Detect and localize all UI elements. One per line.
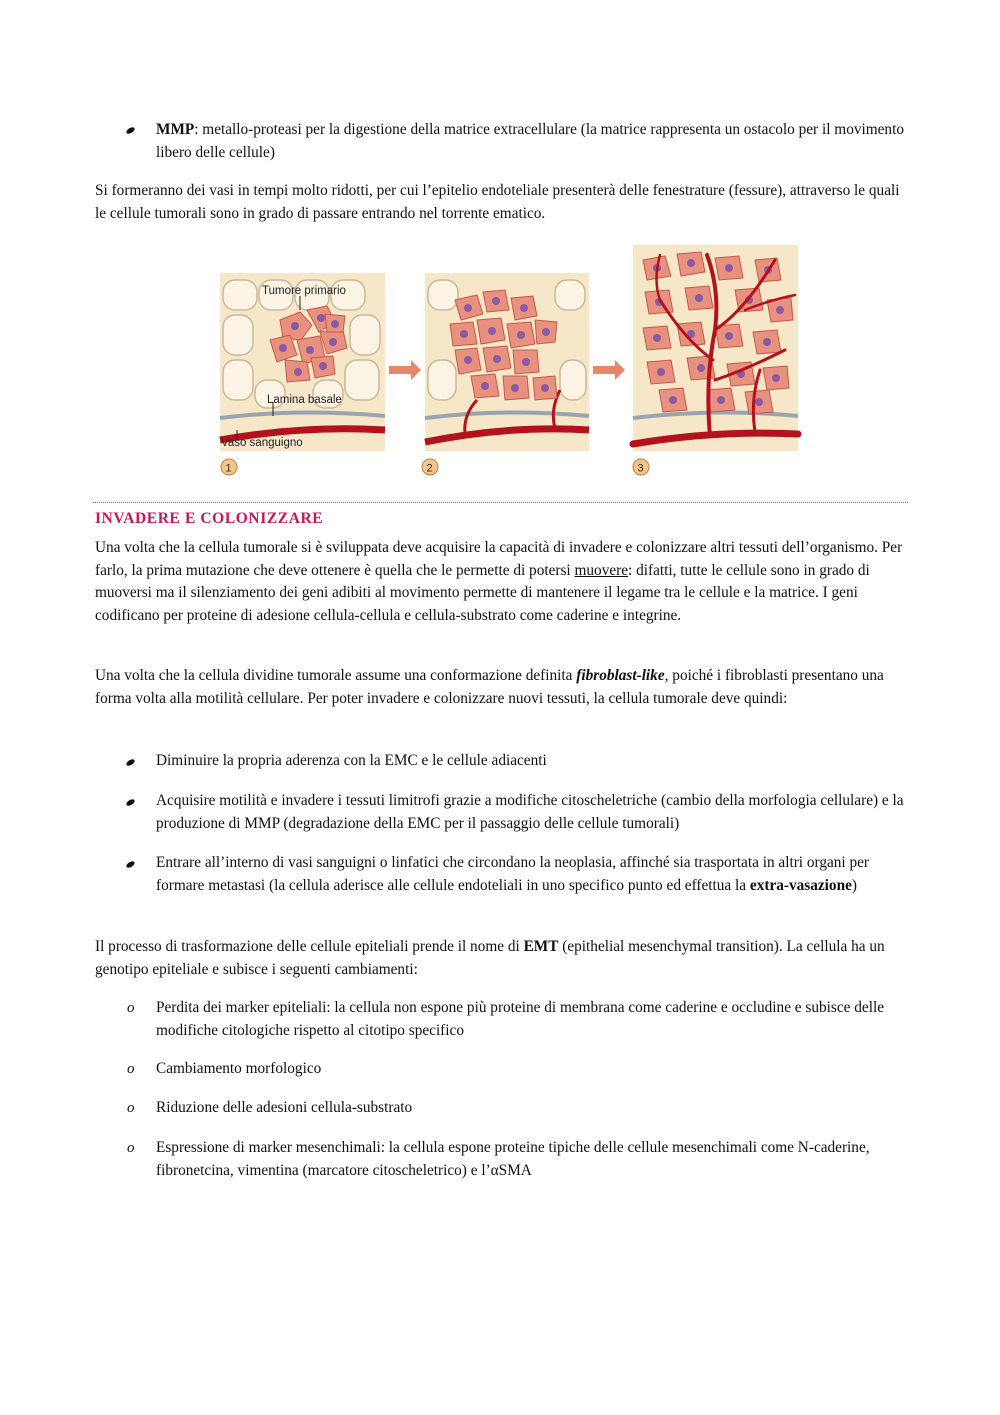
step-number-1: 1 (225, 462, 232, 475)
panel-3 (633, 245, 798, 451)
paragraph-emt (95, 936, 907, 981)
section-divider (93, 502, 908, 503)
paragraph-intro-text-end: : difatti, tutte le cellule sono in grado di muoversi ma il silenziamento dei geni adibiti al movimento permette di mantenere il legame tra le cellule e la matrice. I geni codificano per proteine di adesione cellula-cellula e cellula-substrato come caderine e integrine. (95, 561, 870, 624)
list-item-text-end: ) (851, 876, 857, 894)
list-item: Diminuire la propria aderenza con la EMC e le cellule adiacenti (156, 752, 547, 769)
label-vaso-sanguigno: Vaso sanguigno (221, 437, 303, 449)
figure-tumor-angiogenesis (215, 240, 815, 490)
angiogenesis-illustration (215, 240, 815, 482)
paragraph-fibroblast (95, 665, 907, 710)
paragraph-emt-text-end: (epithelial mesenchymal transition). La cellula ha un genotipo epiteliale e subisce i seguenti cambiamenti: (95, 938, 885, 978)
paragraph-vasi: Si formeranno dei vasi in tempi molto ridotti, per cui l’epitelio endoteliale presenterà delle fenestrature (fessure), attraverso le quali le cellule tumorali sono in grado di passare entrando nel torrente ematico. (95, 182, 900, 222)
term-mmp: MMP (156, 121, 195, 138)
sub-list-marker: o (127, 1061, 135, 1077)
label-lamina-basale: Lamina basale (267, 394, 342, 406)
term-extra-vasazione: extra-vasazione (749, 876, 852, 894)
step-number-3: 3 (637, 462, 644, 475)
paragraph-fibroblast-text-start: Una volta che la cellula dividine tumorale assume una conformazione definita (95, 667, 577, 684)
sub-list-item: Riduzione delle adesioni cellula-substrato (156, 1099, 413, 1116)
sub-list-marker: o (127, 1140, 135, 1156)
sub-list-marker: o (127, 1000, 135, 1016)
sub-list-item: Espressione di marker mesenchimali: la cellula espone proteine tipiche delle cellule mesenchimali come N-caderine, fibronetcina, vimentina (marcatore citoscheletrico) e l’αSMA (156, 1139, 870, 1179)
list-item: Acquisire motilità e invadere i tessuti limitrofi grazie a modifiche citoscheletriche (cambio della morfologia cellulare) e la produzione di MMP (degradazione della EMC per il passaggio delle cellule tumorali) (156, 792, 904, 832)
bullet-marker (125, 758, 135, 767)
bullet-marker (125, 126, 135, 135)
paragraph-emt-text-start: Il processo di trasformazione delle cellule epiteliali prende il nome di (95, 938, 524, 955)
sub-list-item: Cambiamento morfologico (156, 1060, 322, 1077)
underlined-word: muovere (574, 561, 629, 579)
step-number-2: 2 (426, 462, 433, 475)
paragraph-fibroblast-text-end: , poiché i fibroblasti presentano una forma volta alla motilità cellulare. Per poter invadere e colonizzare nuovi tessuti, la cellula tumorale deve quindi: (95, 667, 884, 707)
term-emt: EMT (523, 938, 559, 955)
sub-list-marker: o (127, 1100, 135, 1116)
list-item-text-start: Entrare all’interno di vasi sanguigni o linfatici che circondano la neoplasia, affinché sia trasportata in altri organi per formare metastasi (la cellula aderisce alle cellule endoteliali in uno specifico punto ed effettua la (156, 854, 870, 894)
section-heading: INVADERE E COLONIZZARE (95, 510, 324, 527)
paragraph-intro (95, 537, 907, 627)
panel-1 (220, 273, 385, 451)
emphasis-fibroblast-like: fibroblast-like (576, 667, 665, 684)
bullet-marker (125, 860, 135, 869)
panel-2 (425, 273, 589, 451)
arrow-right-icon (389, 360, 421, 380)
mmp-description: : metallo-proteasi per la digestione della matrice extracellulare (la matrice rappresenta un ostacolo per il movimento libero delle cellule) (156, 121, 904, 161)
paragraph-intro-text-start: Una volta che la cellula tumorale si è sviluppata deve acquisire la capacità di invadere e colonizzare altri tessuti dell’organismo. Per farlo, la prima mutazione che deve ottenere è quella che le permette di potersi (95, 539, 903, 579)
list-item (156, 852, 908, 897)
sub-list-item: Perdita dei marker epiteliali: la cellula non espone più proteine di membrana come caderine e occludine e subisce delle modifiche citologiche rispetto al citotipo specifico (156, 999, 885, 1039)
list-item-mmp (156, 119, 908, 164)
label-tumore-primario: Tumore primario (262, 285, 346, 297)
arrow-right-icon (593, 360, 625, 380)
bullet-marker (125, 798, 135, 807)
